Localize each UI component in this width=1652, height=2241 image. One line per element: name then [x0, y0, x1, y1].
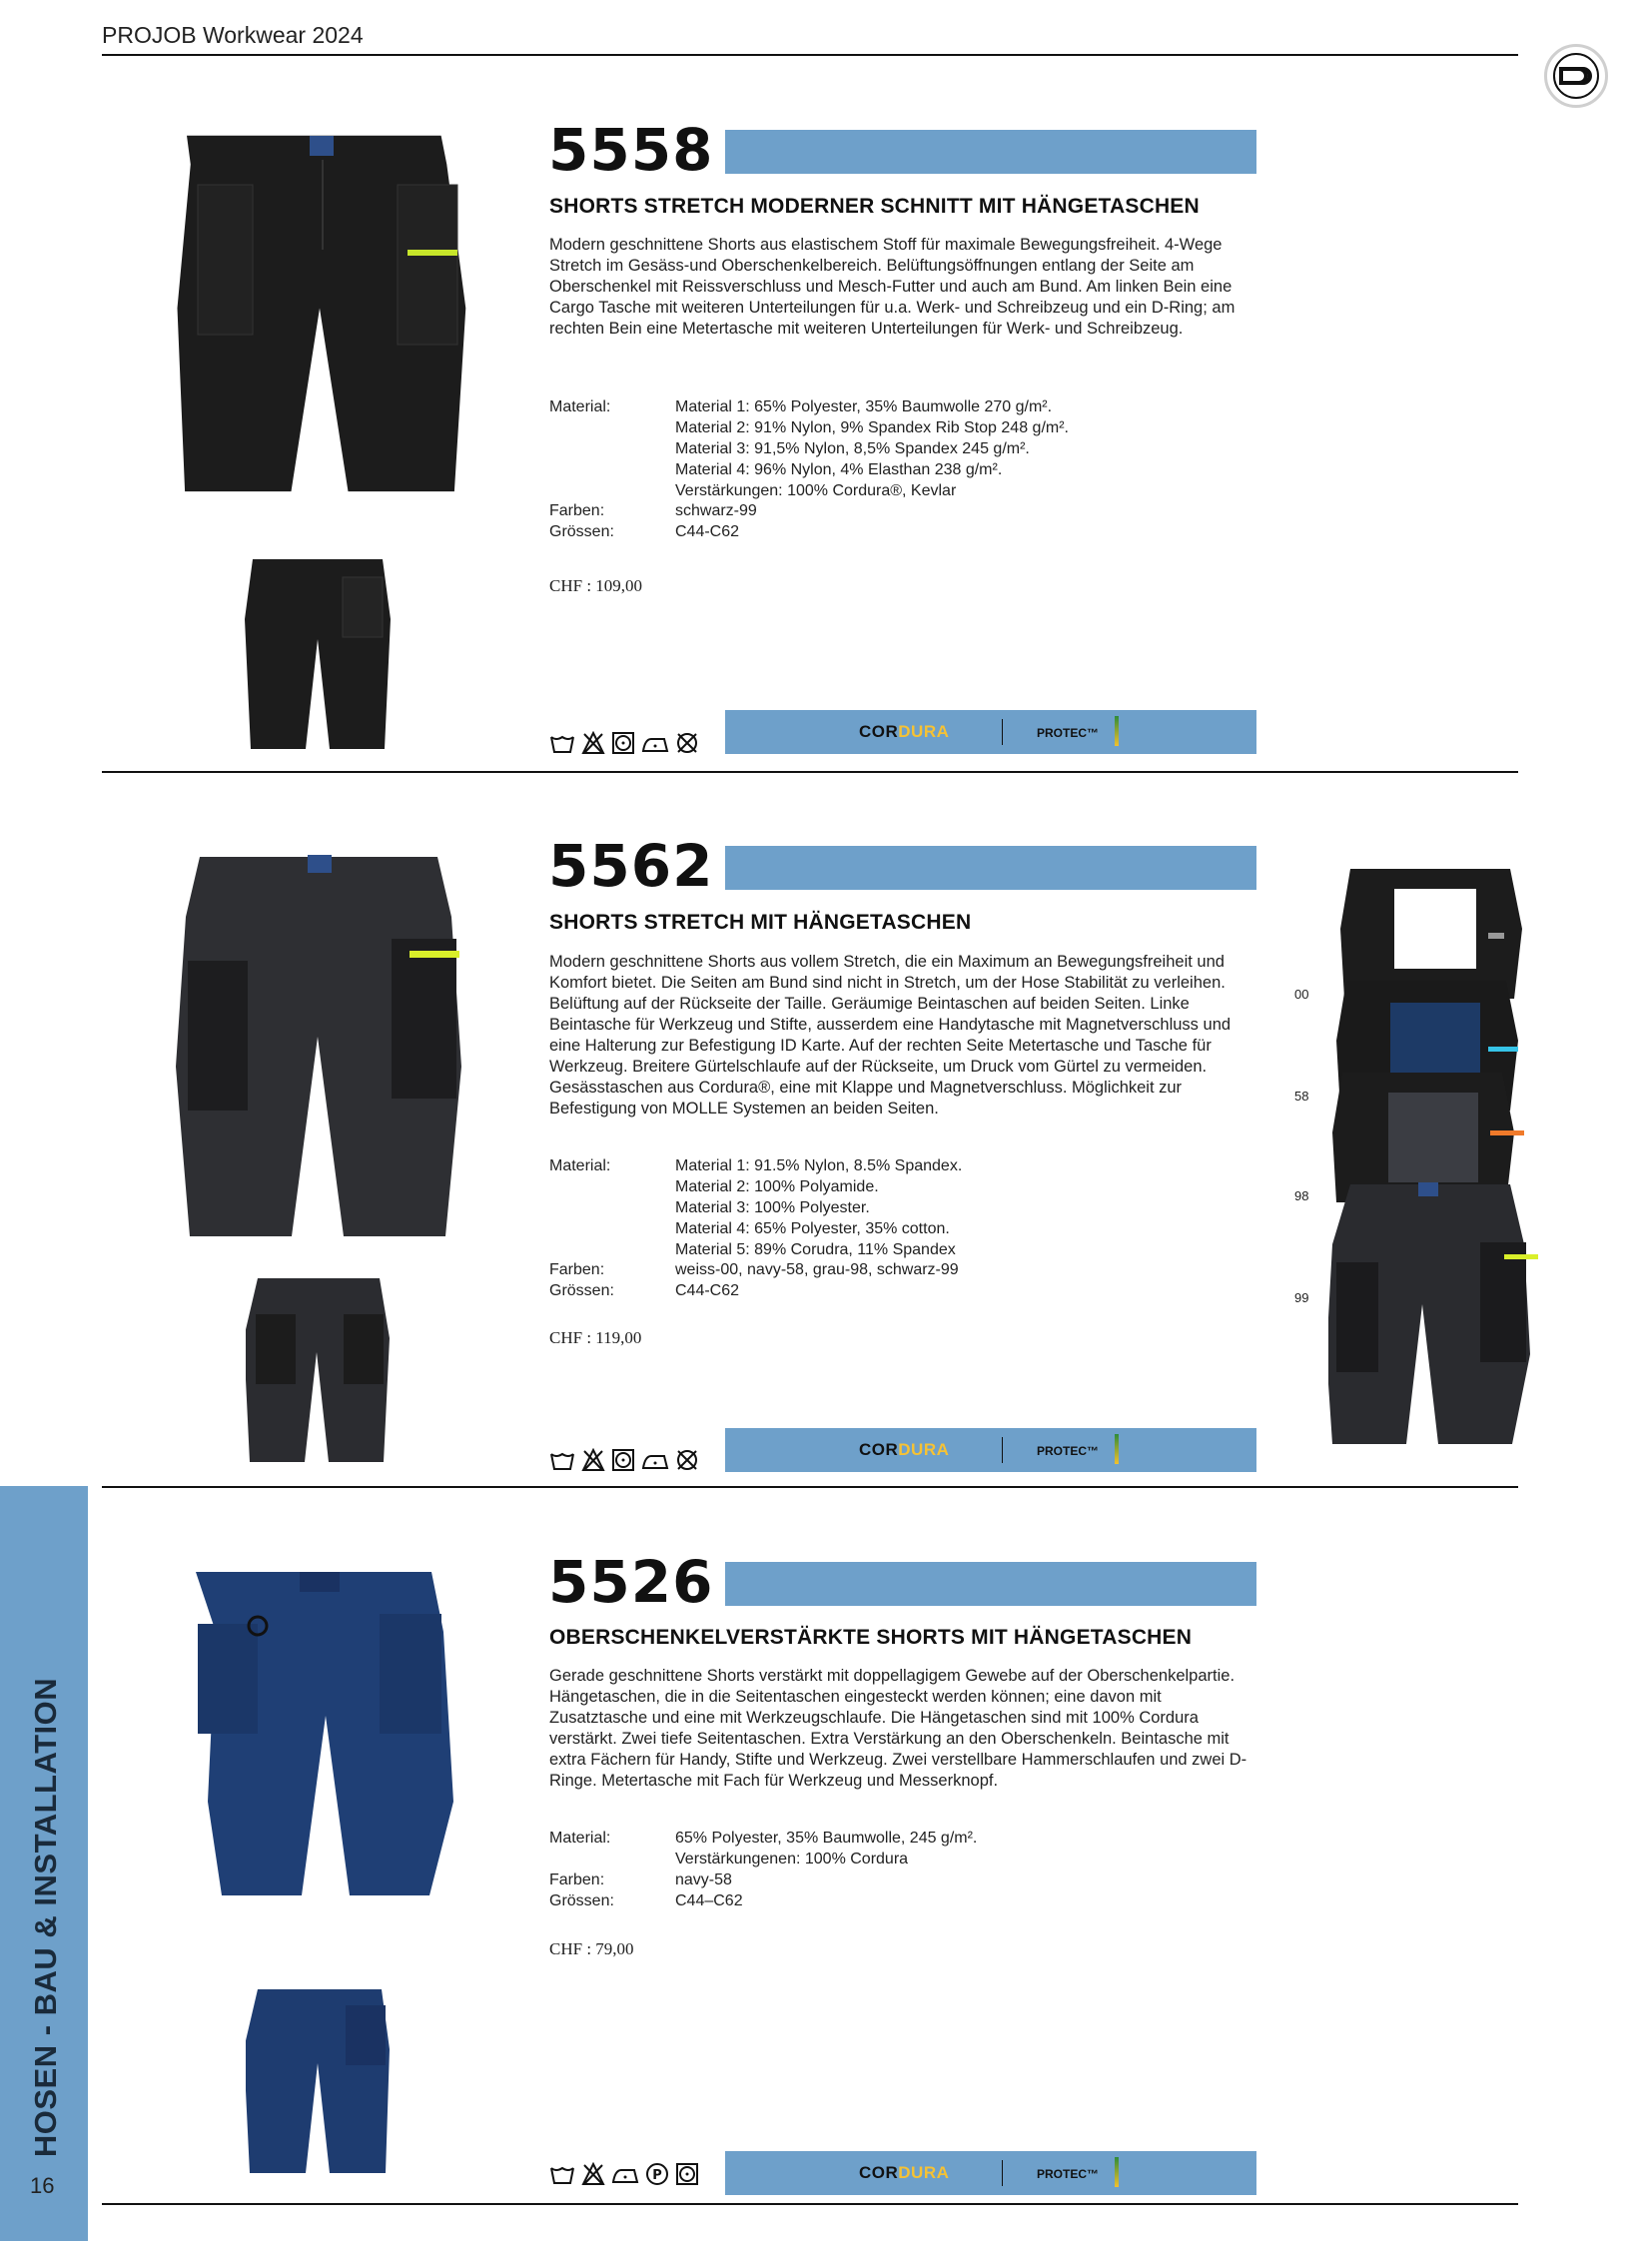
gd-logo	[1544, 44, 1608, 108]
material-line: 65% Polyester, 35% Baumwolle, 245 g/m².	[675, 1830, 978, 1847]
variant-code: 99	[1294, 1290, 1309, 1305]
dry-clean-p-icon	[645, 2162, 669, 2186]
protec-flag-icon	[1115, 716, 1119, 746]
product-number-bar	[725, 130, 1256, 174]
tumble-dry-icon	[611, 731, 635, 755]
product-number-bar	[725, 846, 1256, 890]
product-number: 5558	[548, 116, 714, 184]
cordura-logo-part1: COR	[859, 1440, 899, 1459]
gd-logo-icon	[1547, 47, 1605, 105]
iron-icon	[641, 732, 669, 754]
product-title: SHORTS STRETCH MODERNER SCHNITT MIT HÄNGETASCHEN	[549, 195, 1200, 218]
no-bleach-icon	[581, 2162, 605, 2186]
price: CHF : 109,00	[549, 576, 643, 595]
product-description: Gerade geschnittene Shorts verstärkt mit doppellagigem Gewebe auf der Oberschenkelpartie. Hängetaschen, die in die Seitentaschen eingesteckt werden können; eine davon mit Zusatztasche und eine mit Werkzeugschlaufe. Die Hängetaschen sind mit 100% Cordura verstärkt. Zwei tiefe Seitentaschen. Extra Verstärkung an den Oberschenkeln. Beintasche mit extra Fächern für Handy, Stifte und Werkzeug. Zwei verstellbare Hammerschlaufen und zwei D-Ringe. Metertasche mit Fach für Werkzeug und Messerknopf.	[549, 1667, 1247, 1790]
material-line: Verstärkungen: 100% Cordura®, Kevlar	[675, 482, 957, 499]
protec-flag-icon	[1115, 2157, 1119, 2187]
header-divider	[102, 54, 1518, 56]
product-image-back	[243, 555, 393, 751]
product-image-back	[246, 1985, 396, 2175]
brand-separator	[1002, 1437, 1003, 1463]
cordura-logo-part1: COR	[859, 2163, 899, 2182]
brand-separator	[1002, 719, 1003, 745]
sizes-value: C44-C62	[675, 1282, 740, 1299]
material-line: Verstärkungenen: 100% Cordura	[675, 1851, 909, 1868]
variant-black	[1328, 1182, 1538, 1444]
tumble-dry-icon	[675, 2162, 699, 2186]
sizes-label: Grössen:	[549, 1282, 614, 1299]
material-line: Material 4: 65% Polyester, 35% cotton.	[675, 1220, 950, 1237]
material-line: Material 3: 100% Polyester.	[675, 1199, 870, 1216]
section-divider	[102, 1486, 1518, 1488]
care-symbols	[549, 1448, 699, 1472]
cordura-logo-part2: DURA	[898, 2163, 950, 2182]
care-symbols	[549, 2162, 699, 2186]
product-image-back	[246, 1274, 394, 1464]
product-title: OBERSCHENKELVERSTÄRKTE SHORTS MIT HÄNGETASCHEN	[549, 1626, 1193, 1649]
protec-logo: PROTEC™	[1037, 1444, 1100, 1458]
care-symbols	[549, 731, 699, 755]
cordura-logo-part2: DURA	[898, 1440, 950, 1459]
colors-label: Farben:	[549, 1261, 605, 1278]
product-image-front	[170, 851, 469, 1240]
sizes-label: Grössen:	[549, 1892, 614, 1909]
cordura-logo	[859, 722, 949, 742]
no-bleach-icon	[581, 1448, 605, 1472]
material-list	[675, 396, 1069, 501]
protec-flag-icon	[1115, 1434, 1119, 1464]
product-number: 5562	[548, 832, 714, 900]
section-divider	[102, 2203, 1518, 2205]
material-label: Material:	[549, 1830, 611, 1847]
product-image-front	[180, 1564, 459, 1913]
price: CHF : 119,00	[549, 1328, 642, 1347]
product-description: Modern geschnittene Shorts aus vollem Stretch, die ein Maximum an Bewegungsfreiheit und Komfort bietet. Die Seiten am Bund sind nicht in Stretch, um der Hose Stabilität zu verleihen. Belüftung auf der Rückseite der Taille. Geräumige Beintaschen auf beiden Seiten. Linke Beintasche für Werkzeug und Stifte, ausserdem eine Handytasche mit Magnetverschluss und eine Halterung zur Befestigung ID Karte. Auf der rechten Seite Metertasche und Tasche für Werkzeug. Breitere Gürtelschlaufe auf der Rückseite, um Druck vom Gürtel zu vermeiden. Gesässtaschen aus Cordura®, eine mit Klappe und Magnetverschluss. Möglichkeit zur Befestigung von MOLLE Systemen an beiden Seiten.	[549, 953, 1232, 1118]
variant-white	[1340, 869, 1522, 999]
variant-code: 00	[1294, 987, 1309, 1002]
section-divider	[102, 771, 1518, 773]
colors-value: schwarz-99	[675, 502, 757, 519]
variant-code: 58	[1294, 1089, 1309, 1104]
material-line: Material 4: 96% Nylon, 4% Elasthan 238 g/m².	[675, 461, 1003, 478]
material-line: Material 2: 91% Nylon, 9% Spandex Rib Stop 248 g/m².	[675, 419, 1069, 436]
sizes-value: C44-C62	[675, 523, 740, 540]
material-line: Material 2: 100% Polyamide.	[675, 1178, 879, 1195]
cordura-logo	[859, 1440, 949, 1460]
colors-value: navy-58	[675, 1871, 732, 1888]
iron-icon	[611, 2163, 639, 2185]
material-label: Material:	[549, 1157, 611, 1174]
wash-icon	[549, 732, 575, 754]
cordura-logo-part1: COR	[859, 722, 899, 741]
cordura-logo	[859, 2163, 949, 2183]
material-label: Material:	[549, 398, 611, 415]
product-number-bar	[725, 1562, 1256, 1606]
brand-bar	[725, 710, 1256, 754]
svg-text:P: P	[652, 2168, 662, 2183]
catalog-header-title: PROJOB Workwear 2024	[102, 22, 364, 48]
material-list	[675, 1155, 962, 1260]
cordura-logo-part2: DURA	[898, 722, 950, 741]
product-image-front	[168, 130, 477, 529]
protec-logo: PROTEC™	[1037, 726, 1100, 740]
material-line: Material 5: 89% Corudra, 11% Spandex	[675, 1241, 956, 1258]
material-line: Material 1: 65% Polyester, 35% Baumwolle 270 g/m².	[675, 398, 1053, 415]
colors-value: weiss-00, navy-58, grau-98, schwarz-99	[675, 1261, 959, 1278]
product-description: Modern geschnittene Shorts aus elastischem Stoff für maximale Bewegungsfreiheit. 4-Wege Stretch im Gesäss-und Oberschenkelbereich. Belüftungsöffnungen entlang der Seite am Oberschenkel mit Reissverschluss und Mesch-Futter und auch am Bund. Am linken Bein eine Cargo Tasche mit weiteren Unterteilungen für u.a. Werk- und Schreibzeug und ein D-Ring; am rechten Bein eine Metertasche mit weiteren Unterteilungen für Werk- und Schreibzeug.	[549, 236, 1236, 338]
no-dry-clean-icon	[675, 1448, 699, 1472]
colors-label: Farben:	[549, 502, 605, 519]
material-list	[675, 1828, 977, 1869]
iron-icon	[641, 1449, 669, 1471]
no-bleach-icon	[581, 731, 605, 755]
tumble-dry-icon	[611, 1448, 635, 1472]
color-variants-image	[1328, 863, 1548, 1452]
sizes-label: Grössen:	[549, 523, 614, 540]
page-number: 16	[30, 2173, 55, 2198]
sizes-value: C44–C62	[675, 1892, 743, 1909]
product-title: SHORTS STRETCH MIT HÄNGETASCHEN	[549, 911, 972, 934]
no-dry-clean-icon	[675, 731, 699, 755]
variant-code: 98	[1294, 1188, 1309, 1203]
material-line: Material 1: 91.5% Nylon, 8.5% Spandex.	[675, 1157, 963, 1174]
protec-logo: PROTEC™	[1037, 2167, 1100, 2181]
price: CHF : 79,00	[549, 1939, 634, 1958]
brand-bar	[725, 2151, 1256, 2195]
colors-label: Farben:	[549, 1871, 605, 1888]
category-label: HOSEN - BAU & INSTALLATION	[28, 1677, 63, 2158]
wash-icon	[549, 2163, 575, 2185]
wash-icon	[549, 1449, 575, 1471]
material-line: Material 3: 91,5% Nylon, 8,5% Spandex 245 g/m².	[675, 440, 1030, 457]
brand-bar	[725, 1428, 1256, 1472]
brand-separator	[1002, 2160, 1003, 2186]
product-number: 5526	[548, 1548, 714, 1616]
